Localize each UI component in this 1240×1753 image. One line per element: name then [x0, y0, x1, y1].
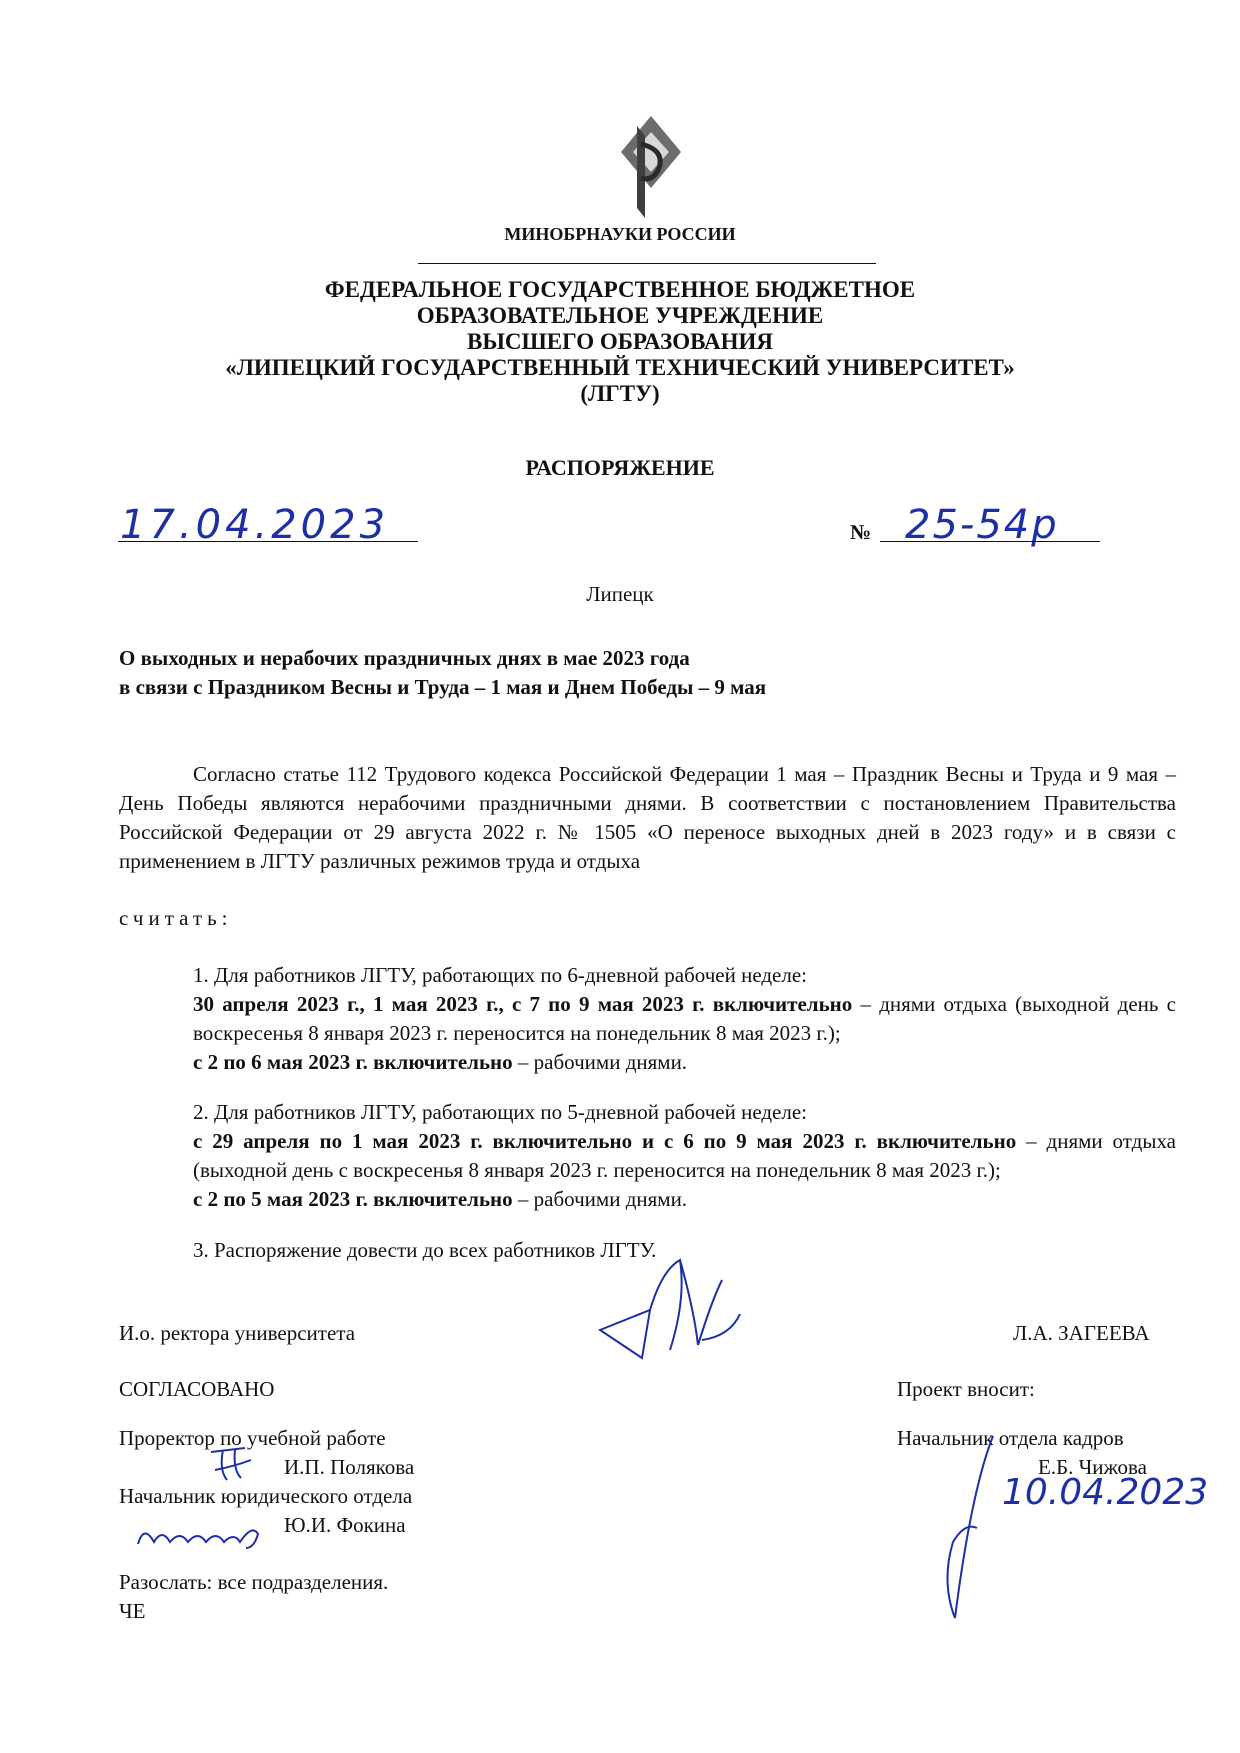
consider-label: считать: [119, 906, 233, 930]
rector-name: Л.А. ЗАГЕЕВА [1013, 1321, 1150, 1345]
document-type: РАСПОРЯЖЕНИЕ [525, 455, 715, 480]
distribution: Разослать: все подразделения. [119, 1570, 389, 1594]
item-1: 1. Для работников ЛГТУ, работающих по 6-дневной рабочей неделе: 30 апреля 2023 г., 1 мая 2023 г., с 7 по 9 мая 2023 г. включительно – днями отдыха (выходной день с воскресенья 8 января 2023 г. переносится на понедельник 8 мая 2023 г.); с 2 по 6 мая 2023 г. включительно – рабочими днями. [193, 963, 1176, 1074]
hr-handwritten-date: 10.04.2023 [1002, 1472, 1209, 1513]
date-underline [118, 541, 418, 542]
handwritten-date: 17.04.2023 [120, 502, 390, 548]
preamble-paragraph: Согласно статье 112 Трудового кодекса Российской Федерации 1 мая – Праздник Весны и Труда и 9 мая – День Победы являются нерабочими праздничными днями. В соответствии с постановлением Правительства Российской Федерации от 29 августа 2022 г. № 1505 «О переносе выходных дней в 2023 году» и в связи с применением в ЛГТУ различных режимов труда и отдыха [119, 762, 1176, 873]
project-by-label: Проект вносит: [897, 1377, 1035, 1401]
rector-signature [590, 1240, 760, 1370]
item-3: 3. Распоряжение довести до всех работников ЛГТУ. [193, 1238, 657, 1262]
institution-name: ФЕДЕРАЛЬНОЕ ГОСУДАРСТВЕННОЕ БЮДЖЕТНОЕ ОБРАЗОВАТЕЛЬНОЕ УЧРЕЖДЕНИЕ ВЫСШЕГО ОБРАЗОВАНИЯ «ЛИПЕЦКИЙ ГОСУДАРСТВЕННЫЙ ТЕХНИЧЕСКИЙ УНИВЕРСИТЕТ» (ЛГТУ) [225, 277, 1015, 406]
initials: ЧЕ [119, 1599, 146, 1623]
hr-signature [935, 1432, 1005, 1622]
legal-title: Начальник юридического отдела [119, 1484, 413, 1508]
hr-title: Начальник отдела кадров [897, 1426, 1124, 1450]
number-label: № [850, 520, 872, 544]
legal-name: Ю.И. Фокина [284, 1513, 406, 1537]
vice-rector-signature [205, 1440, 265, 1485]
ministry-divider [418, 263, 876, 264]
number-underline [880, 541, 1100, 542]
vice-rector-title: Проректор по учебной работе [119, 1426, 386, 1450]
rector-title: И.о. ректора университета [119, 1321, 356, 1345]
legal-signature [130, 1514, 280, 1556]
handwritten-number: 25-54р [905, 502, 1059, 548]
hr-name: Е.Б. Чижова [1038, 1455, 1147, 1479]
agreed-label: СОГЛАСОВАНО [119, 1377, 275, 1401]
ministry-name: МИНОБРНАУКИ РОССИИ [504, 224, 736, 244]
item-2: 2. Для работников ЛГТУ, работающих по 5-дневной рабочей неделе: с 29 апреля по 1 мая 2023 г. включительно и с 6 по 9 мая 2023 г. включительно – днями отдыха (выходной день с воскресенья 8 января 2023 г. переносится на понедельник 8 мая 2023 г.); с 2 по 5 мая 2023 г. включительно – рабочими днями. [193, 1100, 1176, 1211]
subject: О выходных и нерабочих праздничных днях в мае 2023 года в связи с Праздником Весны и Труда – 1 мая и Днем Победы – 9 мая [119, 646, 767, 699]
city: Липецк [586, 582, 654, 606]
vice-rector-name: И.П. Полякова [284, 1455, 415, 1479]
university-emblem [615, 112, 687, 222]
